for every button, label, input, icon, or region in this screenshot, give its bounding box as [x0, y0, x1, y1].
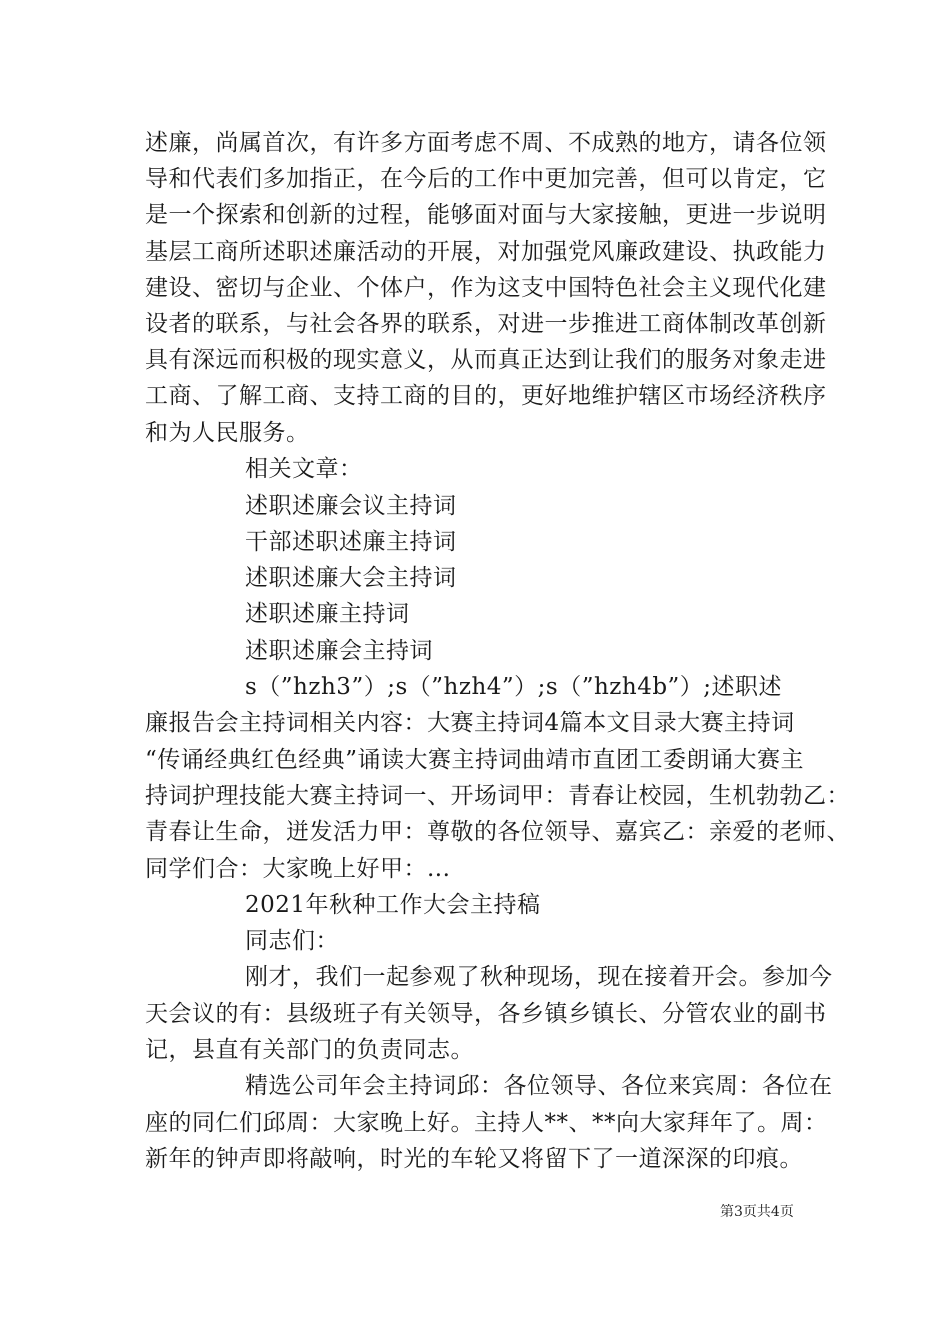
page-number: 第3页共4页	[720, 1204, 794, 1220]
paragraph-line: 廉报告会主持词相关内容：大赛主持词4篇本文目录大赛主持词	[145, 710, 795, 736]
paragraph-line: 新年的钟声即将敲响，时光的车轮又将留下了一道深深的印痕。	[145, 1146, 803, 1172]
paragraph-line: 基层工商所述职述廉活动的开展，对加强党风廉政建设、执政能力	[145, 239, 827, 265]
salutation: 同志们：	[245, 928, 339, 954]
paragraph-line: 座的同仁们邱周：大家晚上好。主持人**、**向大家拜年了。周：	[145, 1110, 828, 1136]
related-link[interactable]: 干部述职述廉主持词	[245, 529, 457, 555]
related-heading: 相关文章：	[245, 456, 363, 482]
section-title: 2021年秋种工作大会主持稿	[245, 892, 541, 918]
paragraph-line: 记，县直有关部门的负责同志。	[145, 1037, 474, 1063]
paragraph-line: 是一个探索和创新的过程，能够面对面与大家接触，更进一步说明	[145, 202, 827, 228]
paragraph-line: 具有深远而积极的现实意义，从而真正达到让我们的服务对象走进	[145, 347, 827, 373]
paragraph-line: 设者的联系，与社会各界的联系，对进一步推进工商体制改革创新	[145, 311, 827, 337]
paragraph-line: 工商、了解工商、支持工商的目的，更好地维护辖区市场经济秩序	[145, 383, 827, 409]
paragraph-line: s（”hzh3”）;s（”hzh4”）;s（”hzh4b”）;述职述	[245, 674, 783, 700]
paragraph-line: 精选公司年会主持词邱：各位领导、各位来宾周：各位在	[245, 1073, 833, 1099]
related-link[interactable]: 述职述廉会主持词	[245, 638, 433, 664]
related-link[interactable]: 述职述廉主持词	[245, 601, 410, 627]
paragraph-line: 述廉，尚属首次，有许多方面考虑不周、不成熟的地方，请各位领	[145, 130, 827, 156]
paragraph-line: 持词护理技能大赛主持词一、开场词甲：青春让校园，生机勃勃乙：	[145, 783, 850, 809]
paragraph-line: 同学们合：大家晚上好甲：...	[145, 856, 451, 882]
paragraph-line: “传诵经典红色经典”诵读大赛主持词曲靖市直团工委朗诵大赛主	[145, 747, 805, 773]
related-link[interactable]: 述职述廉会议主持词	[245, 493, 457, 519]
related-link[interactable]: 述职述廉大会主持词	[245, 565, 457, 591]
paragraph-line: 导和代表们多加指正，在今后的工作中更加完善，但可以肯定，它	[145, 166, 827, 192]
paragraph-line: 青春让生命，迸发活力甲：尊敬的各位领导、嘉宾乙：亲爱的老师、	[145, 819, 850, 845]
paragraph-line: 和为人民服务。	[145, 420, 310, 446]
paragraph-line: 建设、密切与企业、个体户，作为这支中国特色社会主义现代化建	[145, 275, 827, 301]
paragraph-line: 天会议的有：县级班子有关领导，各乡镇乡镇长、分管农业的副书	[145, 1001, 827, 1027]
paragraph-line: 刚才，我们一起参观了秋种现场，现在接着开会。参加今	[245, 964, 833, 990]
